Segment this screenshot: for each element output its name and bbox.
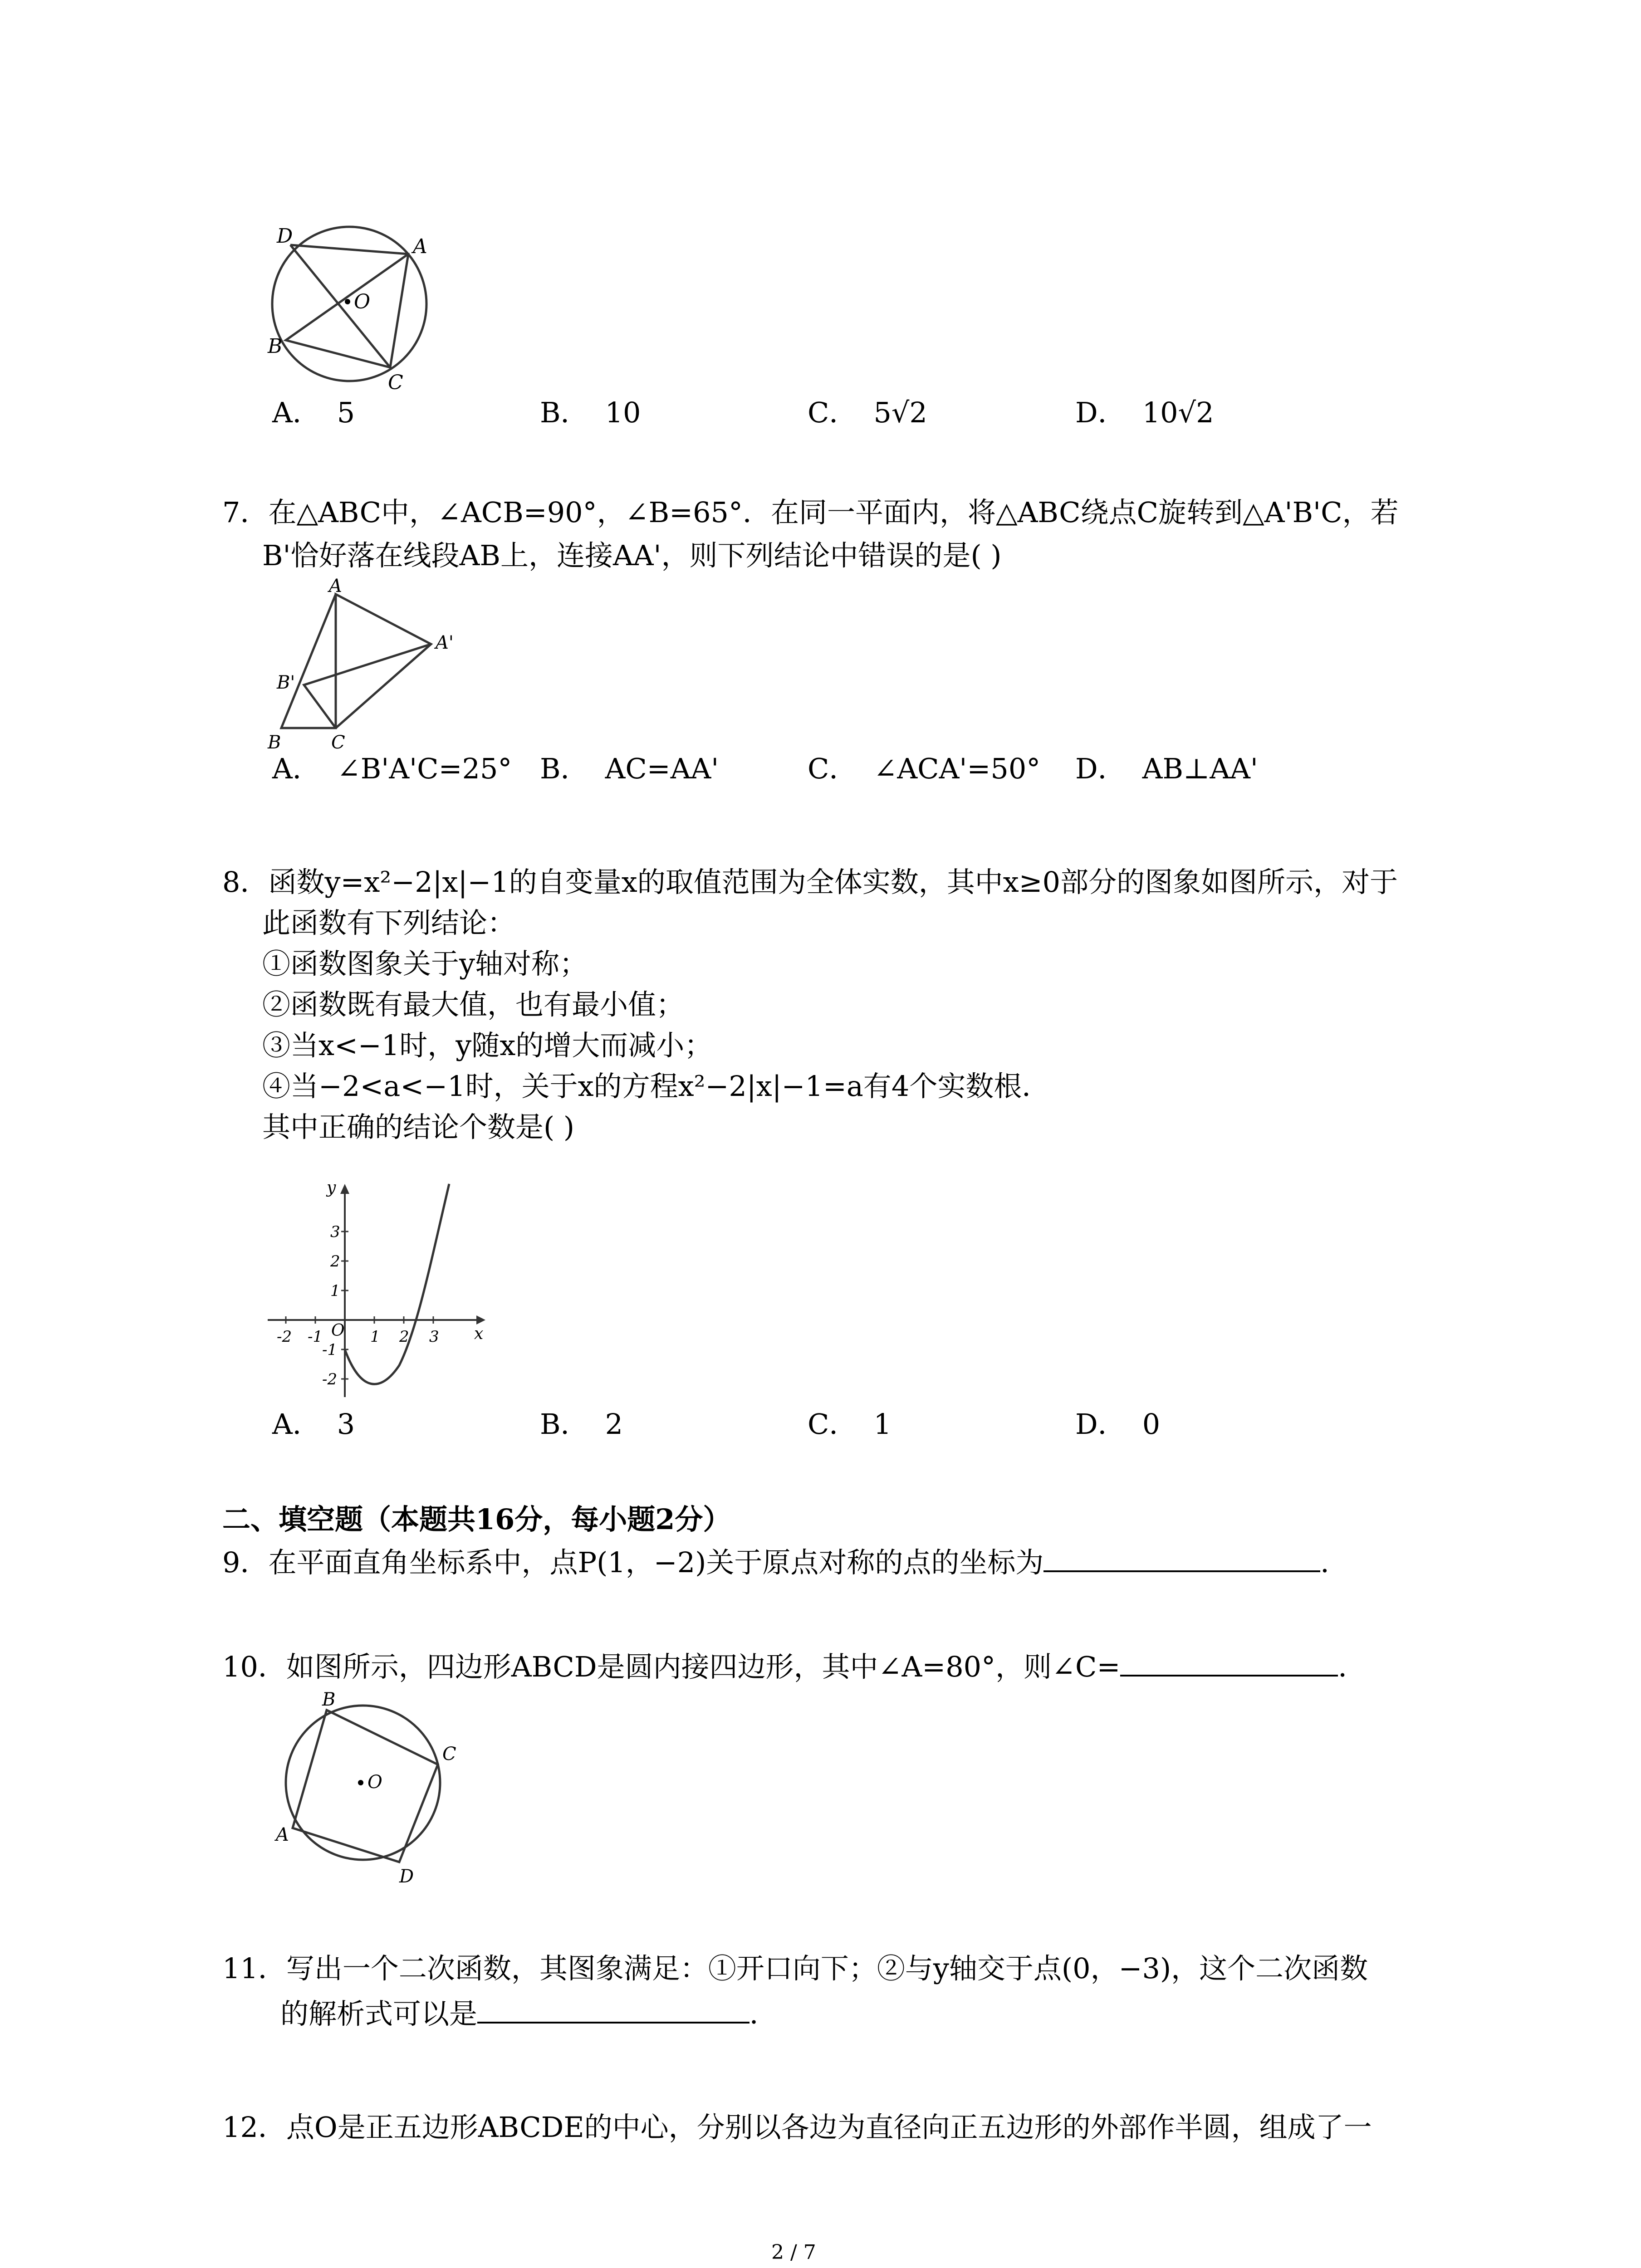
q10-answer-blank[interactable]	[1120, 1652, 1338, 1677]
q7-label-B1: B'	[277, 672, 295, 693]
q7-option-b: B． AC=AA'	[540, 752, 719, 785]
q7-option-c: C． ∠ACA'=50°	[808, 752, 1041, 785]
q11-answer-blank[interactable]	[477, 1999, 749, 2024]
q10-label-C: C	[442, 1744, 456, 1765]
q6-option-b: B． 10	[540, 396, 641, 429]
q8-xtick-m1: -1	[308, 1328, 323, 1346]
q6-option-a: A． 5	[272, 396, 355, 429]
q8-curve	[345, 1184, 449, 1384]
q7-label-C: C	[331, 732, 345, 753]
q7-label-A: A	[329, 576, 342, 596]
q10-label-B: B	[322, 1689, 336, 1710]
q8-xtick-3: 3	[429, 1328, 439, 1346]
q6-label-A: A	[413, 235, 427, 258]
q8-xtick-m2: -2	[277, 1328, 292, 1346]
q8-option-c: C． 1	[808, 1408, 892, 1441]
q6-figure	[259, 218, 449, 395]
q8-conclusion-2: ②函数既有最大值，也有最小值；	[262, 988, 685, 1021]
q8-ytick-3: 3	[330, 1223, 340, 1241]
q8-ytick-m1: -1	[322, 1341, 338, 1359]
q7-line-1: 7．在△ABC中，∠ACB=90°，∠B=65°．在同一平面内，将△ABC绕点C旋转到△A'B'C，若	[222, 496, 1399, 529]
q7-line-2: B'恰好落在线段AB上，连接AA'，则下列结论中错误的是( )	[262, 539, 1002, 572]
q8-line-1: 8．函数y=x²−2|x|−1的自变量x的取值范围为全体实数，其中x≥0部分的图象如图所示，对于	[222, 865, 1398, 899]
q7-label-A1: A'	[436, 632, 454, 653]
page-number: 2 / 7	[771, 2241, 816, 2264]
q8-ytick-2: 2	[330, 1252, 340, 1271]
q7-figure	[259, 576, 467, 758]
q6-label-C: C	[388, 371, 403, 394]
q7-number: 7．	[222, 496, 269, 529]
q6-option-d: D． 10√2	[1075, 396, 1214, 429]
q8-option-d: D． 0	[1075, 1408, 1161, 1441]
q11-line-1: 11．写出一个二次函数，其图象满足：①开口向下；②与y轴交于点(0，−3)，这个二次函数	[222, 1952, 1368, 1985]
q8-conclusion-4: ④当−2<a<−1时，关于x的方程x²−2|x|−1=a有4个实数根．	[262, 1070, 1050, 1103]
q10-label-D: D	[399, 1866, 414, 1887]
q9-line: 9．在平面直角坐标系中，点P(1，−2)关于原点对称的点的坐标为 ．	[222, 1546, 1349, 1579]
q10-label-A: A	[276, 1824, 289, 1845]
q6-option-c: C． 5√2	[808, 396, 927, 429]
q9-answer-blank[interactable]	[1043, 1548, 1320, 1572]
q8-ytick-1: 1	[330, 1282, 340, 1300]
q10-figure	[268, 1689, 458, 1887]
q7-option-a: A． ∠B'A'C=25°	[272, 752, 512, 785]
q8-origin-label: O	[331, 1321, 345, 1340]
q8-x-axis-label: x	[474, 1325, 484, 1343]
q7-option-d: D． AB⊥AA'	[1075, 752, 1258, 785]
q8-option-b: B． 2	[540, 1408, 623, 1441]
q6-label-D: D	[277, 225, 293, 248]
q8-conclusion-3: ③当x<−1时，y随x的增大而减小；	[262, 1029, 713, 1062]
section-2-title: 二、填空题（本题共16分，每小题2分）	[222, 1503, 731, 1536]
q6-label-B: B	[268, 335, 283, 358]
q12-line-1: 12．点O是正五边形ABCDE的中心，分别以各边为直径向正五边形的外部作半圆，组成了一	[222, 2111, 1372, 2144]
q8-number: 8．	[222, 865, 269, 899]
q11-number: 11．	[222, 1952, 286, 1985]
q9-number: 9．	[222, 1546, 269, 1579]
q8-line-2: 此函数有下列结论：	[262, 906, 516, 939]
q8-y-axis-label: y	[327, 1178, 336, 1197]
q8-question: 其中正确的结论个数是( )	[262, 1110, 575, 1144]
q8-conclusion-1: ①函数图象关于y轴对称；	[262, 947, 588, 980]
q8-option-a: A． 3	[272, 1408, 355, 1441]
q10-line: 10．如图所示，四边形ABCD是圆内接四边形，其中∠A=80°，则∠C= ．	[222, 1650, 1367, 1683]
q8-graph	[263, 1179, 508, 1406]
q7-label-B: B	[268, 732, 281, 753]
q8-ytick-m2: -2	[322, 1370, 338, 1388]
q8-xtick-2: 2	[399, 1328, 409, 1346]
q10-number: 10．	[222, 1650, 286, 1683]
q11-line-2: 的解析式可以是 ．	[280, 1997, 778, 2030]
q12-number: 12．	[222, 2111, 286, 2144]
q6-label-O: O	[354, 290, 371, 313]
q8-xtick-1: 1	[370, 1328, 380, 1346]
q10-label-O: O	[367, 1772, 382, 1793]
